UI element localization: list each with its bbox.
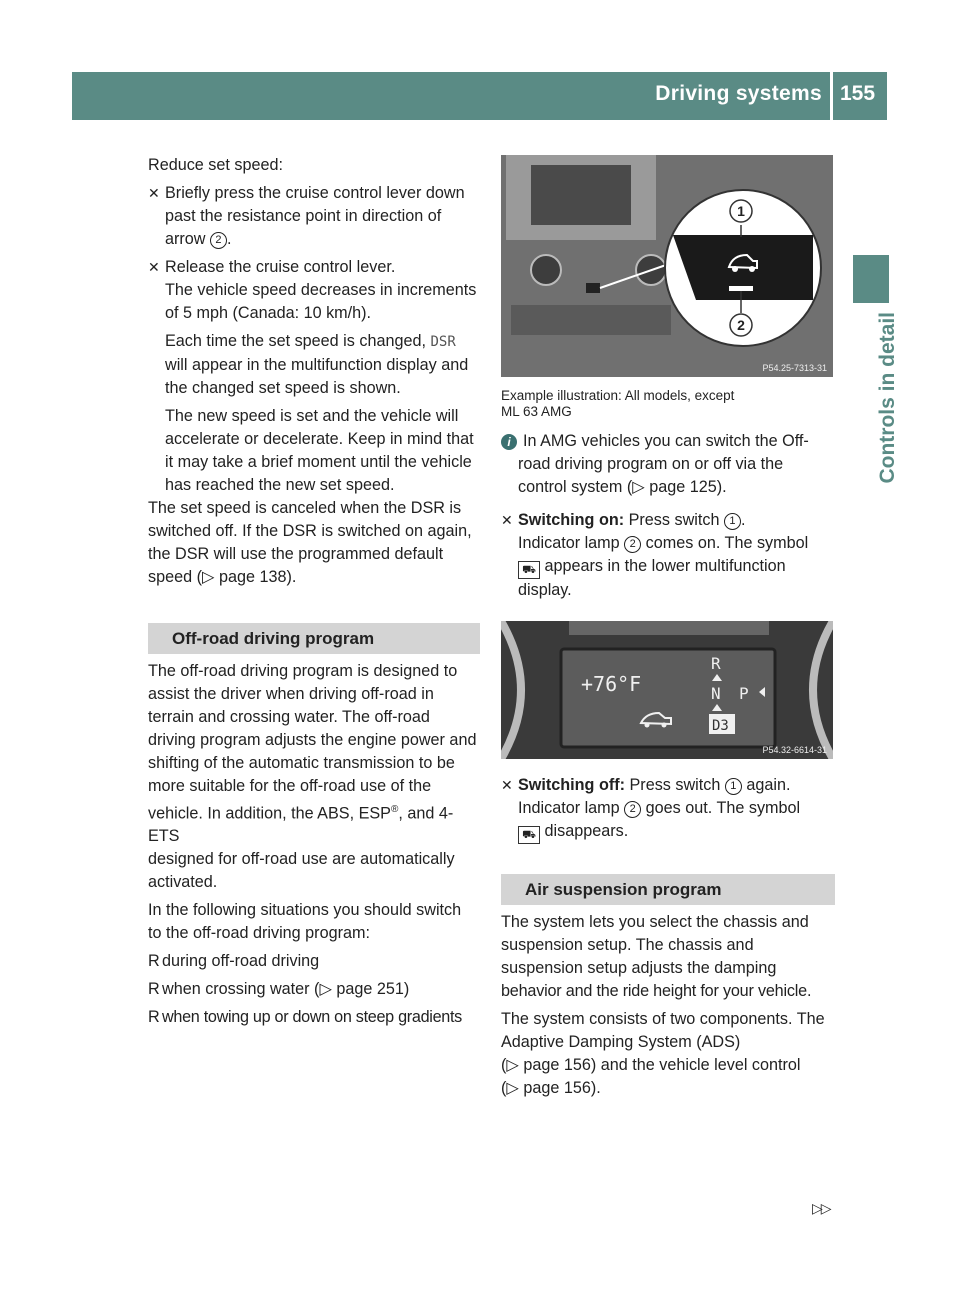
info-note: i In AMG vehicles you can switch the Off- <box>501 430 835 453</box>
page-ref-link[interactable]: page 125). <box>649 478 727 496</box>
console-illustration <box>501 155 833 377</box>
page-ref-icon: ▷ <box>319 980 337 999</box>
step-arrow-icon: ✕ <box>501 777 513 793</box>
multifunction-display-illustration <box>501 621 833 759</box>
step-switch-on: ✕ Switching on: Press switch 1 . Indicator lamp 2 comes on. The symbol ⛟ appears in the lower multifunction display. <box>501 511 809 599</box>
chapter-title: Controls in detail <box>876 312 899 484</box>
left-column: Reduce set speed: ✕ Briefly press the cruise control lever down past the resistance point in direction of arrow 2 . ✕ Release the cruise control lever. The vehicle speed decreases in increments of 5 mph (Canada: 10 km/h). Each time the set speed is changed, DSR will appear in the multifunction display and the changed set speed is shown. The new speed is set and the vehicle will accelerate or decelerate. Keep in mind that it may take a brief moment until the vehicle has reached the new set speed. The set speed is canceled when the DSR is switched off. If the DSR is switched on again, the DSR will use the programmed default speed (▷ page 138). Off-road driving program The off-road driving program is designed to assist the driver when driving off-road in terrain and crossing water. The off-road driving program adjusts the engine power and shifting of the automatic transmission to be more suitable for the off-road use of the vehicle. In addition, the ABS, ESP®, and 4-ETS designed for off-road use are automatically activated. In the following situations you should switch to the off-road driving program: R during off-road driving R when crossing water (▷ page 251) R when towing up or down on steep gradients <box>148 154 480 1029</box>
right-column-top: Example illustration: All models, except ML 63 AMG i In AMG vehicles you can switch the Off- road driving program on or off via the control system (▷ page 125). ✕ Switching on: Press switch 1 . Indicator lamp 2 comes on. The symbol ⛟ appears in the lower multifunction display. <box>501 388 835 602</box>
offroad-symbol-icon: ⛟ <box>518 826 540 844</box>
ref-2-icon: 2 <box>624 801 641 818</box>
page-ref-link[interactable]: page 138). <box>218 568 297 586</box>
gear-r: R <box>711 654 721 673</box>
gear-p: P <box>739 684 749 703</box>
step-release-lever: ✕ Release the cruise control lever. The vehicle speed decreases in increments of 5 mph (Canada: 10 km/h). Each time the set speed is changed, DSR will appear in the multifunction display and the changed set speed is shown. The new speed is set and the vehicle will accelerate or decelerate. Keep in mind that it may take a brief moment until the vehicle has reached the new set speed. <box>148 258 477 494</box>
callout-1-label: 1 <box>737 203 745 219</box>
intro-text: Reduce set speed: <box>148 156 283 174</box>
image-code: P54.32-6614-31 <box>762 745 827 755</box>
list-item: R when towing up or down on steep gradients <box>148 1008 462 1027</box>
gear-n: N <box>711 684 721 703</box>
air-suspension-heading: Air suspension program <box>501 874 835 905</box>
page-ref-icon: ▷ <box>632 478 650 496</box>
ref-2-icon: 2 <box>210 232 227 249</box>
callout-2-label: 2 <box>737 317 745 333</box>
console-photo-svg <box>501 155 833 377</box>
page-ref-icon: ▷ <box>506 1079 524 1097</box>
continue-marker-icon: ▷▷ <box>812 1200 830 1216</box>
image-caption: Example illustration: All models, except <box>501 388 735 403</box>
page-ref-link[interactable]: page 156). <box>523 1079 601 1097</box>
right-column-bottom: ✕ Switching off: Press switch 1 again. Indicator lamp 2 goes out. The symbol ⛟ disappears. Air suspension program The system lets you select the chassis and suspension setup. The chassis and suspension setup adjusts the damping behavior and the ride height for your vehicle. The system consists of two components. The Adaptive Damping System (ADS) (▷ page 156) and the vehicle level control (▷ page 156). <box>501 774 835 1100</box>
chapter-tab <box>853 255 889 303</box>
ref-1-icon: 1 <box>724 513 741 530</box>
step-arrow-icon: ✕ <box>148 259 160 275</box>
ref-2-icon: 2 <box>624 536 641 553</box>
step-arrow-icon: ✕ <box>501 512 513 528</box>
chapter-sidebar <box>868 312 899 760</box>
offroad-symbol-icon: ⛟ <box>518 561 540 579</box>
page-ref-icon: ▷ <box>202 568 219 586</box>
info-icon: i <box>501 434 517 450</box>
display-photo-svg <box>501 621 833 759</box>
header-separator <box>830 72 833 120</box>
gear-d3: D3 <box>712 718 729 734</box>
step-arrow-icon: ✕ <box>148 185 160 201</box>
offroad-heading: Off-road driving program <box>148 623 480 654</box>
page-ref-link[interactable]: page 156) and the vehicle level control <box>523 1056 801 1074</box>
temperature-readout: +76°F <box>581 672 642 696</box>
section-title: Driving systems <box>655 82 822 105</box>
dsr-display-text: DSR <box>430 334 456 350</box>
step-switch-off: ✕ Switching off: Press switch 1 again. Indicator lamp 2 goes out. The symbol ⛟ disappears. <box>501 774 835 844</box>
image-code: P54.25-7313-31 <box>762 363 827 373</box>
page-ref-icon: ▷ <box>506 1056 524 1074</box>
list-item: R when crossing water (▷ page 251) <box>148 980 410 999</box>
step-press-lever: ✕ Briefly press the cruise control lever down past the resistance point in direction of arrow 2 . <box>148 184 465 248</box>
page-ref-link[interactable]: page 251) <box>336 980 410 999</box>
ref-1-icon: 1 <box>725 778 742 795</box>
list-item: R during off-road driving <box>148 952 320 971</box>
page-number: 155 <box>840 82 876 105</box>
